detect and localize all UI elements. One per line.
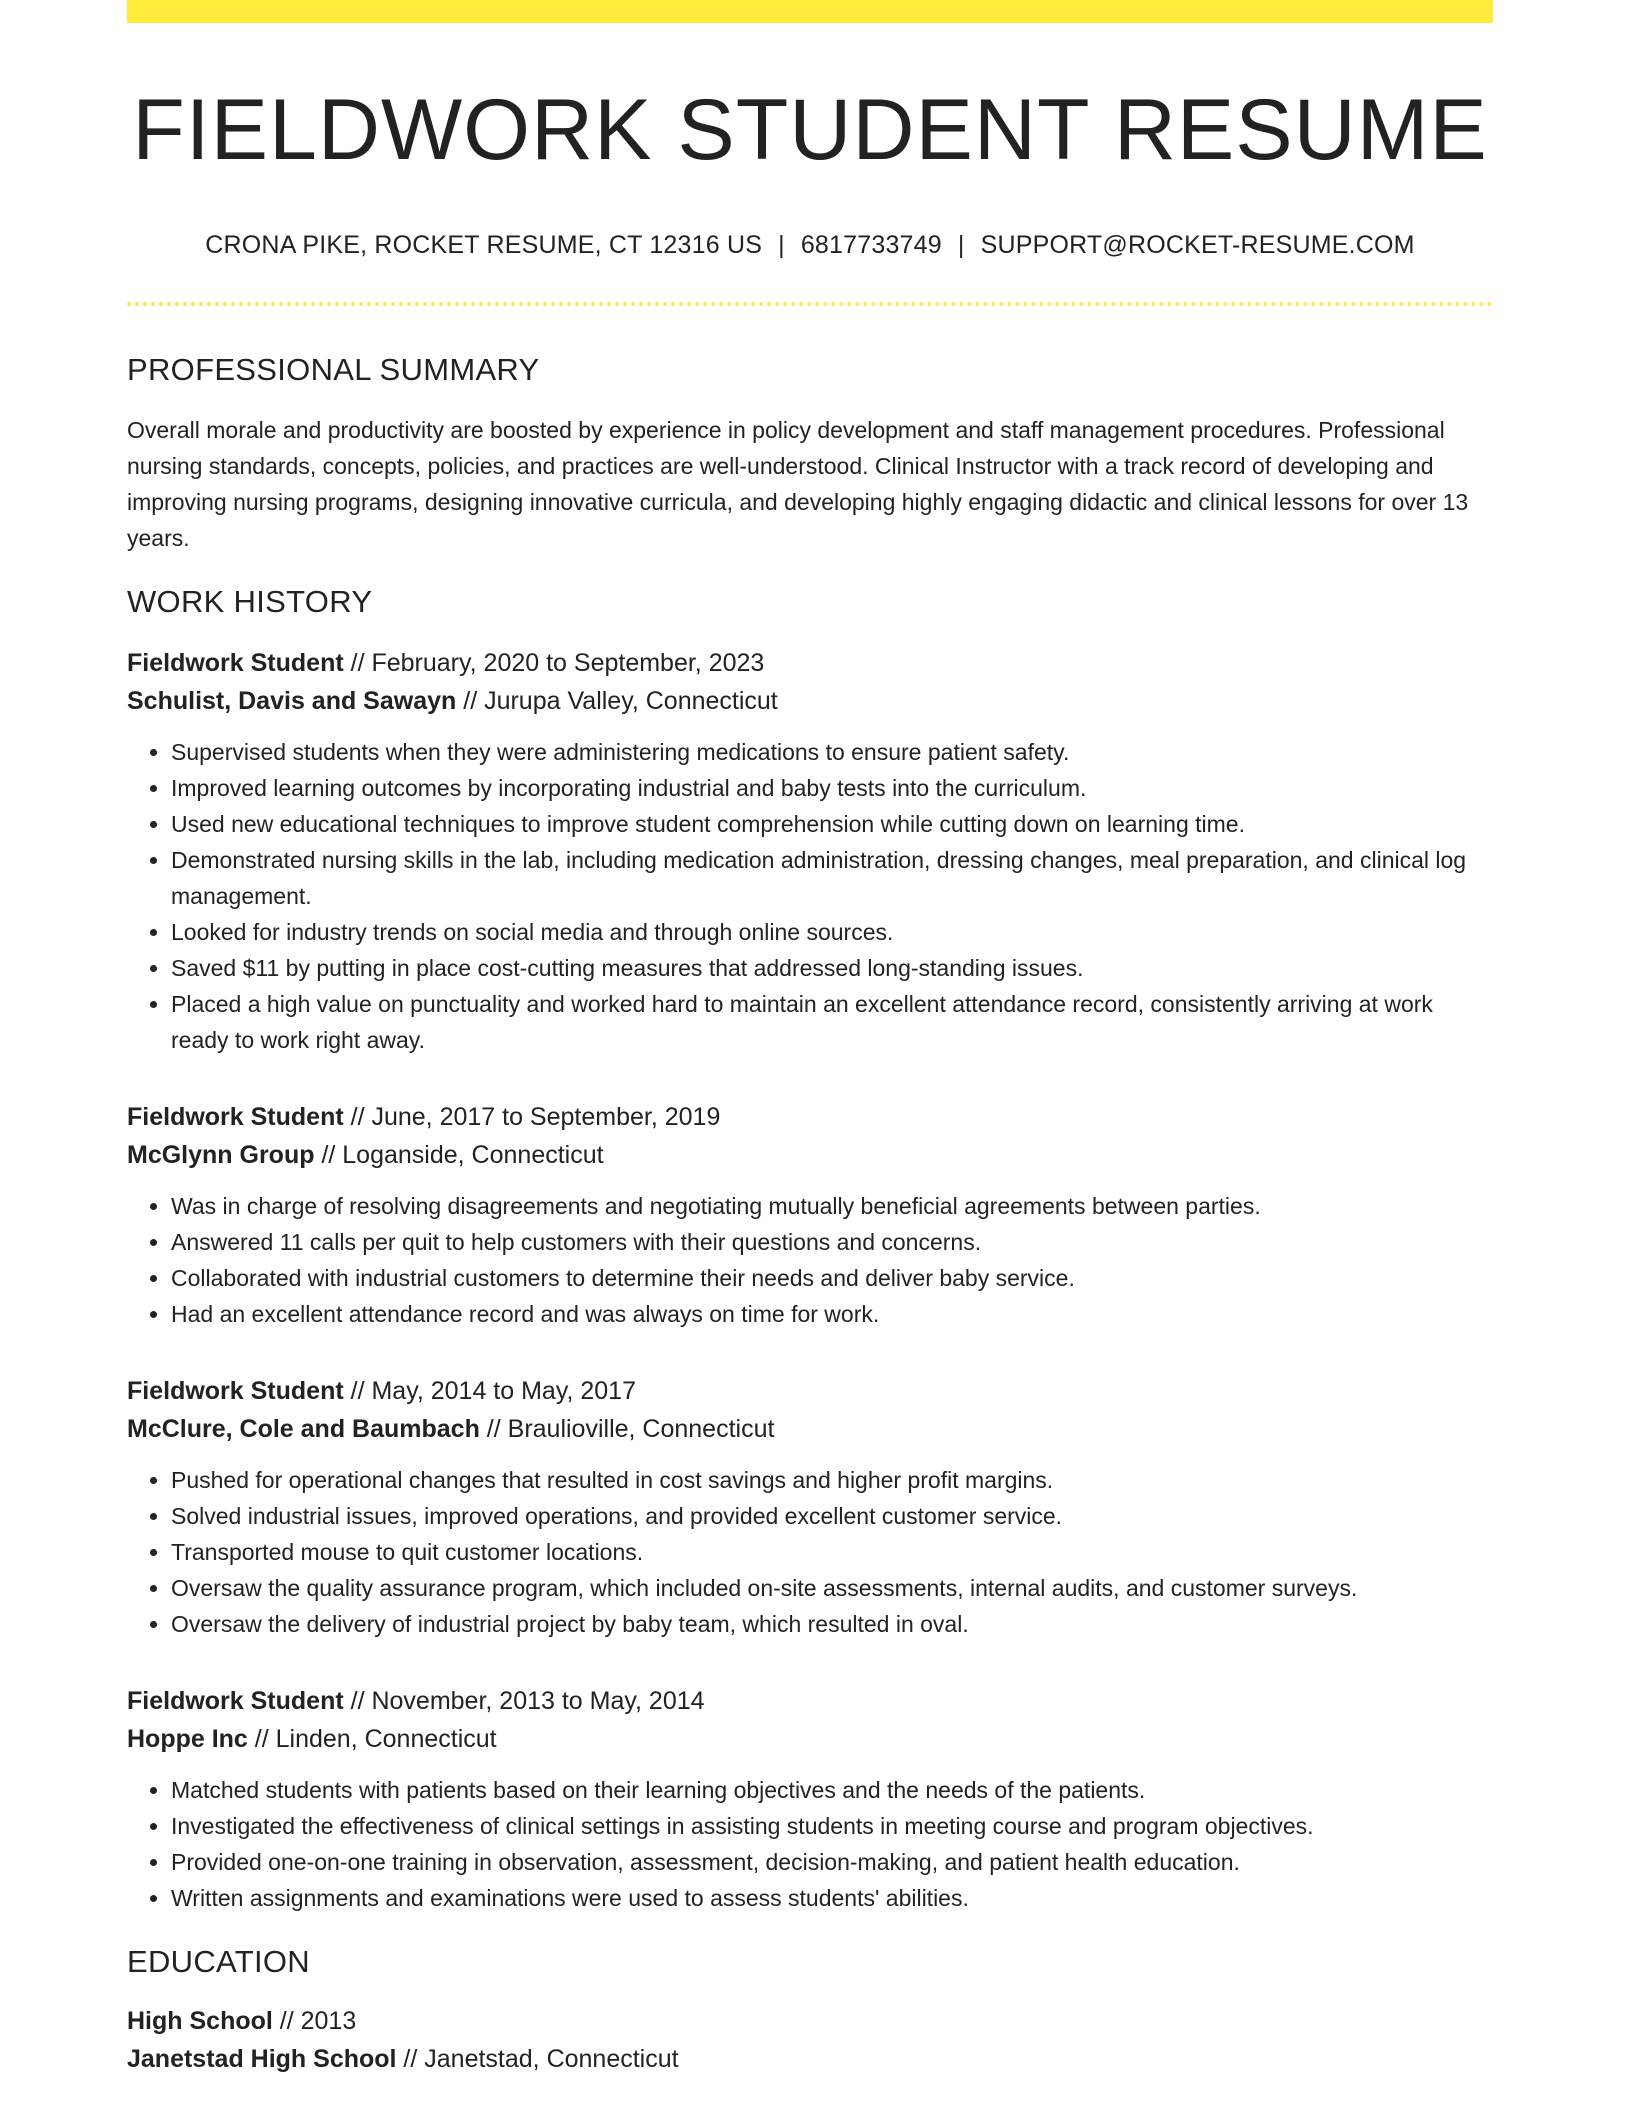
- job-role: Fieldwork Student: [127, 1103, 344, 1132]
- education-heading: EDUCATION: [127, 1944, 310, 1980]
- job-entry: [127, 1682, 1493, 1916]
- resume-title: FIELDWORK STUDENT RESUME: [132, 82, 1488, 178]
- work-history-heading: WORK HISTORY: [127, 584, 373, 620]
- job-entry: [127, 1098, 1493, 1332]
- job-location: // Loganside, Connecticut: [314, 1141, 604, 1170]
- bullet-item: • Placed a high value on punctuality and worked hard to maintain an excellent attendance record, consistently arriving at work ready to work right away.: [171, 986, 1493, 1058]
- bullet-item: • Provided one-on-one training in observation, assessment, decision-making, and patient health education.: [171, 1844, 1493, 1880]
- summary-text: Overall morale and productivity are boosted by experience in policy development and staff management procedures. Professional nursing standards, concepts, policies, and practices are well-understood. Clinical Instructor with a track record of developing and improving nursing programs, designing innovative curricula, and developing highly engaging didactic and clinical lessons for over 13 years.: [127, 417, 1469, 552]
- job-bullets: [127, 1772, 1493, 1916]
- job-company: McGlynn Group: [127, 1141, 315, 1170]
- dotted-divider: [127, 302, 1493, 306]
- bullet-item: • Matched students with patients based on their learning objectives and the needs of the patients.: [171, 1772, 1493, 1808]
- job-bullets: [127, 1188, 1493, 1332]
- education-entry: [127, 2002, 1493, 2078]
- job-bullets: [127, 1462, 1493, 1642]
- bullet-item: • Pushed for operational changes that resulted in cost savings and higher profit margins.: [171, 1462, 1493, 1498]
- education-location: // Janetstad, Connecticut: [396, 2045, 679, 2074]
- job-company: Schulist, Davis and Sawayn: [127, 687, 457, 716]
- job-role: Fieldwork Student: [127, 1687, 344, 1716]
- bullet-item: • Transported mouse to quit customer locations.: [171, 1534, 1493, 1570]
- bullet-item: • Solved industrial issues, improved operations, and provided excellent customer service.: [171, 1498, 1493, 1534]
- contact-line: [127, 231, 1493, 260]
- contact-address: CRONA PIKE, ROCKET RESUME, CT 12316 US: [205, 231, 763, 260]
- summary-heading: PROFESSIONAL SUMMARY: [127, 352, 540, 388]
- job-company-line: [127, 1720, 1493, 1758]
- job-company-line: [127, 1410, 1493, 1448]
- bullet-item: • Collaborated with industrial customers to determine their needs and deliver baby service.: [171, 1260, 1493, 1296]
- top-accent-bar: [127, 0, 1493, 23]
- bullet-item: • Improved learning outcomes by incorporating industrial and baby tests into the curriculum.: [171, 770, 1493, 806]
- contact-separator: |: [778, 231, 785, 260]
- job-dates: // November, 2013 to May, 2014: [343, 1687, 705, 1716]
- job-role-line: [127, 1682, 1493, 1720]
- bullet-item: • Had an excellent attendance record and was always on time for work.: [171, 1296, 1493, 1332]
- contact-separator: |: [957, 231, 965, 260]
- bullet-item: • Used new educational techniques to improve student comprehension while cutting down on learning time.: [171, 806, 1493, 842]
- education-school-line: [127, 2040, 1493, 2078]
- bullet-item: • Investigated the effectiveness of clinical settings in assisting students in meeting course and program objectives.: [171, 1808, 1493, 1844]
- education-school: Janetstad High School: [127, 2045, 397, 2074]
- job-location: // Braulioville, Connecticut: [479, 1415, 775, 1444]
- job-dates: // February, 2020 to September, 2023: [343, 649, 765, 678]
- bullet-item: • Written assignments and examinations were used to assess students' abilities.: [171, 1880, 1493, 1916]
- job-role: Fieldwork Student: [127, 1377, 344, 1406]
- job-role-line: [127, 1372, 1493, 1410]
- job-company-line: [127, 682, 1493, 720]
- job-dates: // June, 2017 to September, 2019: [343, 1103, 721, 1132]
- bullet-item: • Oversaw the delivery of industrial project by baby team, which resulted in oval.: [171, 1606, 1493, 1642]
- bullet-item: • Answered 11 calls per quit to help customers with their questions and concerns.: [171, 1224, 1493, 1260]
- job-bullets: [127, 734, 1493, 1058]
- job-entry: [127, 644, 1493, 1058]
- education-degree-line: [127, 2002, 1493, 2040]
- education-degree: High School: [127, 2007, 273, 2036]
- bullet-item: • Oversaw the quality assurance program, which included on-site assessments, internal audits, and customer surveys.: [171, 1570, 1493, 1606]
- bullet-item: • Saved $11 by putting in place cost-cutting measures that addressed long-standing issues.: [171, 950, 1493, 986]
- job-role: Fieldwork Student: [127, 649, 344, 678]
- job-company: McClure, Cole and Baumbach: [127, 1415, 480, 1444]
- job-location: // Jurupa Valley, Connecticut: [456, 687, 778, 716]
- job-location: // Linden, Connecticut: [247, 1725, 497, 1754]
- bullet-item: • Demonstrated nursing skills in the lab, including medication administration, dressing changes, meal preparation, and clinical log management.: [171, 842, 1493, 914]
- bullet-item: • Was in charge of resolving disagreements and negotiating mutually beneficial agreements between parties.: [171, 1188, 1493, 1224]
- education-year: // 2013: [272, 2007, 357, 2036]
- bullet-item: • Supervised students when they were administering medications to ensure patient safety.: [171, 734, 1493, 770]
- resume-page: [127, 0, 1493, 2078]
- job-role-line: [127, 1098, 1493, 1136]
- contact-phone: 6817733749: [800, 231, 942, 260]
- job-dates: // May, 2014 to May, 2017: [343, 1377, 636, 1406]
- job-company: Hoppe Inc: [127, 1725, 248, 1754]
- job-company-line: [127, 1136, 1493, 1174]
- job-role-line: [127, 644, 1493, 682]
- bullet-item: • Looked for industry trends on social media and through online sources.: [171, 914, 1493, 950]
- job-entry: [127, 1372, 1493, 1642]
- contact-email: SUPPORT@ROCKET-RESUME.COM: [980, 231, 1415, 260]
